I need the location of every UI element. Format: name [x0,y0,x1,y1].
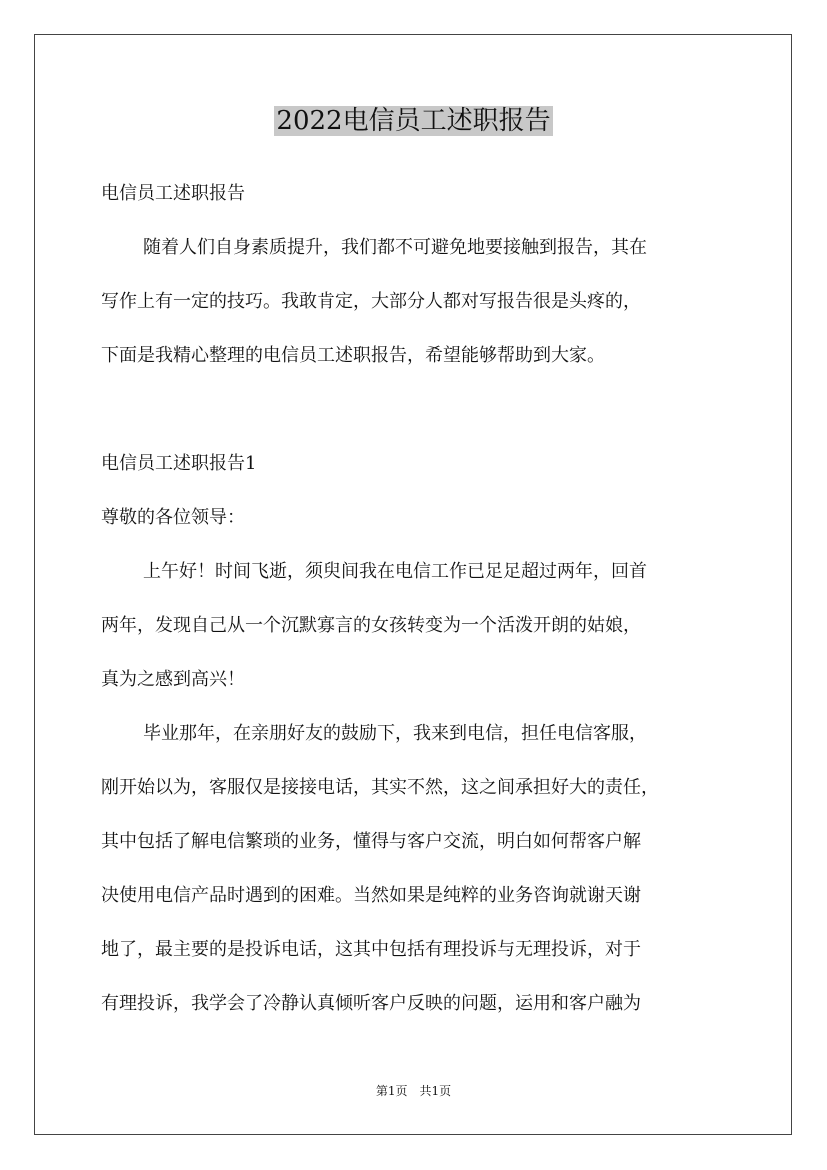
document-title: 2022电信员工述职报告 [276,106,551,136]
para1-line-2: 两年，发现自己从一个沉默寡言的女孩转变为一个活泼开朗的姑娘， [101,615,641,636]
para2-line-4: 决使用电信产品时遇到的困难。当然如果是纯粹的业务咨询就谢天谢 [101,885,641,906]
section-heading: 电信员工述职报告1 [101,453,257,474]
page-number-footer: 第1页 共1页 [375,1084,452,1098]
para1-line-1: 上午好！时间飞逝，须臾间我在电信工作已足足超过两年，回首 [143,561,647,582]
intro-line-2: 写作上有一定的技巧。我敢肯定，大部分人都对写报告很是头疼的， [101,291,641,312]
para1-line-3: 真为之感到高兴！ [101,669,245,690]
para2-line-2: 刚开始以为，客服仅是接接电话，其实不然，这之间承担好大的责任， [101,777,659,798]
document-subtitle: 电信员工述职报告 [101,183,245,204]
para2-line-5: 地了，最主要的是投诉电话，这其中包括有理投诉与无理投诉，对于 [101,939,641,960]
para2-line-3: 其中包括了解电信繁琐的业务，懂得与客户交流，明白如何帮客户解 [101,831,641,852]
para2-line-1: 毕业那年，在亲朋好友的鼓励下，我来到电信，担任电信客服， [143,723,647,744]
salutation: 尊敬的各位领导： [101,507,245,528]
intro-line-1: 随着人们自身素质提升，我们都不可避免地要接触到报告，其在 [143,237,647,258]
intro-line-3: 下面是我精心整理的电信员工述职报告，希望能够帮助到大家。 [101,345,605,366]
para2-line-6: 有理投诉，我学会了冷静认真倾听客户反映的问题，运用和客户融为 [101,993,641,1014]
